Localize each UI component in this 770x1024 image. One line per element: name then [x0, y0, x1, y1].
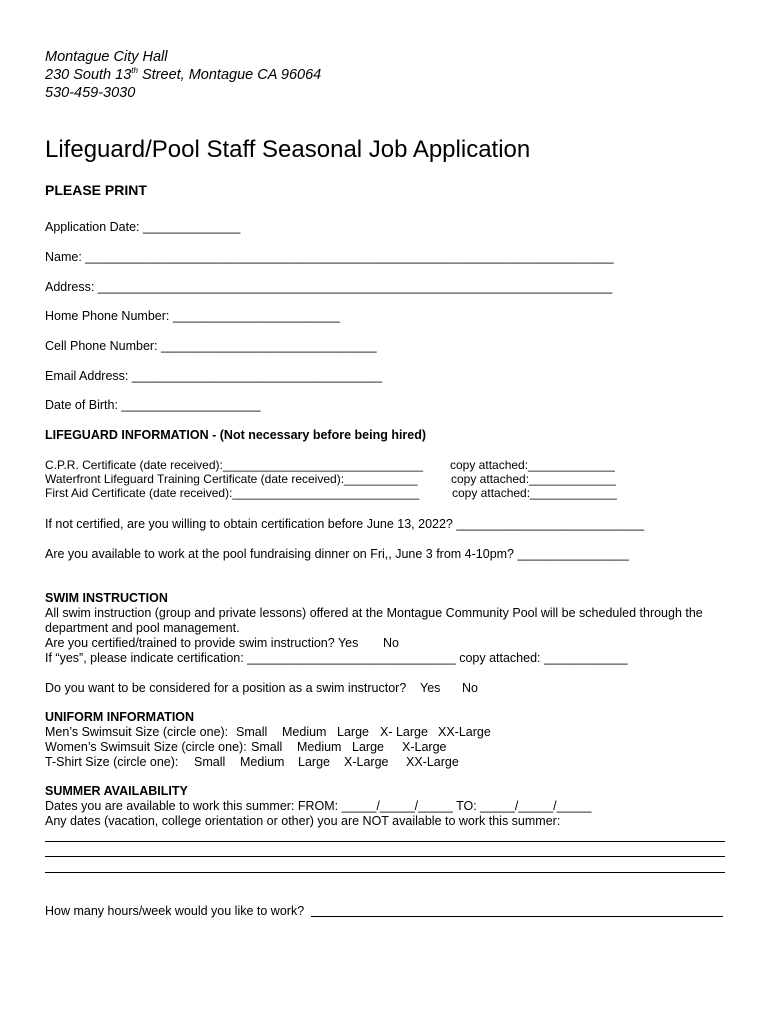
womens-size-large[interactable]: Large [352, 740, 384, 754]
mens-size-xxlarge[interactable]: XX-Large [438, 725, 491, 739]
availability-dates-field[interactable]: Dates you are available to work this summer: FROM: _____/_____/_____ TO: _____/_____/_____ [45, 799, 592, 813]
please-print: PLEASE PRINT [45, 182, 147, 198]
hours-answer-line[interactable] [311, 916, 723, 917]
fundraiser-availability-field[interactable]: Are you available to work at the pool fundraising dinner on Fri,, June 3 from 4-10pm? ________________ [45, 547, 629, 561]
tshirt-size-label: T-Shirt Size (circle one): [45, 755, 179, 769]
unavailable-dates-question: Any dates (vacation, college orientation or other) you are NOT available to work this summer: [45, 814, 561, 828]
email-field[interactable]: Email Address: ____________________________________ [45, 369, 383, 383]
mens-size-medium[interactable]: Medium [282, 725, 327, 739]
cell-phone-field[interactable]: Cell Phone Number: _______________________________ [45, 339, 377, 353]
page-title: Lifeguard/Pool Staff Seasonal Job Application [45, 136, 531, 163]
mens-size-xlarge[interactable]: X- Large [380, 725, 428, 739]
certification-willing-field[interactable]: If not certified, are you willing to obtain certification before June 13, 2022? ___________________________ [45, 517, 645, 531]
tshirt-size-small[interactable]: Small [194, 755, 226, 769]
org-address: 230 South 13th Street, Montague CA 96064 [45, 66, 322, 83]
home-phone-field[interactable]: Home Phone Number: ________________________ [45, 309, 340, 323]
availability-heading: SUMMER AVAILABILITY [45, 784, 188, 798]
tshirt-size-xxlarge[interactable]: XX-Large [406, 755, 459, 769]
tshirt-size-large[interactable]: Large [298, 755, 330, 769]
womens-size-label: Women’s Swimsuit Size (circle one): [45, 740, 247, 754]
tshirt-size-xlarge[interactable]: X-Large [344, 755, 389, 769]
swim-certified-question: Are you certified/trained to provide swim instruction? Yes [45, 636, 359, 650]
swim-instructor-no-option[interactable]: No [462, 681, 478, 695]
unavailable-dates-line-1[interactable] [45, 841, 725, 842]
mens-size-large[interactable]: Large [337, 725, 369, 739]
first-aid-field[interactable]: First Aid Certificate (date received):____________________________ [45, 486, 420, 500]
lifeguard-heading: LIFEGUARD INFORMATION - (Not necessary before being hired) [45, 428, 427, 442]
dob-field[interactable]: Date of Birth: ____________________ [45, 398, 261, 412]
name-field[interactable]: Name: ____________________________________________________________________________ [45, 250, 614, 264]
waterfront-field[interactable]: Waterfront Lifeguard Training Certificate (date received):___________ [45, 472, 418, 486]
hours-question: How many hours/week would you like to work? [45, 904, 305, 918]
swim-heading: SWIM INSTRUCTION [45, 591, 168, 605]
mens-size-label: Men’s Swimsuit Size (circle one): [45, 725, 229, 739]
swim-certification-field[interactable]: If “yes”, please indicate certification: ______________________________ copy attached: ____________ [45, 651, 628, 665]
mens-size-small[interactable]: Small [236, 725, 268, 739]
cpr-field[interactable]: C.P.R. Certificate (date received):______________________________ [45, 458, 424, 472]
address-field[interactable]: Address: __________________________________________________________________________ [45, 280, 613, 294]
swim-certified-no-option[interactable]: No [383, 636, 399, 650]
unavailable-dates-line-2[interactable] [45, 856, 725, 857]
swim-instructor-question: Do you want to be considered for a position as a swim instructor? [45, 681, 407, 695]
first-aid-copy-field[interactable]: copy attached:_____________ [452, 486, 617, 500]
womens-size-medium[interactable]: Medium [297, 740, 342, 754]
swim-description-line1: All swim instruction (group and private lessons) offered at the Montague Community Pool will be scheduled through the [45, 606, 703, 620]
waterfront-copy-field[interactable]: copy attached:_____________ [451, 472, 616, 486]
womens-size-xlarge[interactable]: X-Large [402, 740, 447, 754]
swim-description-line2: department and pool management. [45, 621, 240, 635]
womens-size-small[interactable]: Small [251, 740, 283, 754]
org-phone: 530-459-3030 [45, 85, 136, 101]
cpr-copy-field[interactable]: copy attached:_____________ [450, 458, 615, 472]
tshirt-size-medium[interactable]: Medium [240, 755, 285, 769]
swim-instructor-yes-option[interactable]: Yes [420, 681, 441, 695]
org-name: Montague City Hall [45, 49, 168, 65]
unavailable-dates-line-3[interactable] [45, 872, 725, 873]
uniform-heading: UNIFORM INFORMATION [45, 710, 195, 724]
application-date-field[interactable]: Application Date: ______________ [45, 220, 241, 234]
